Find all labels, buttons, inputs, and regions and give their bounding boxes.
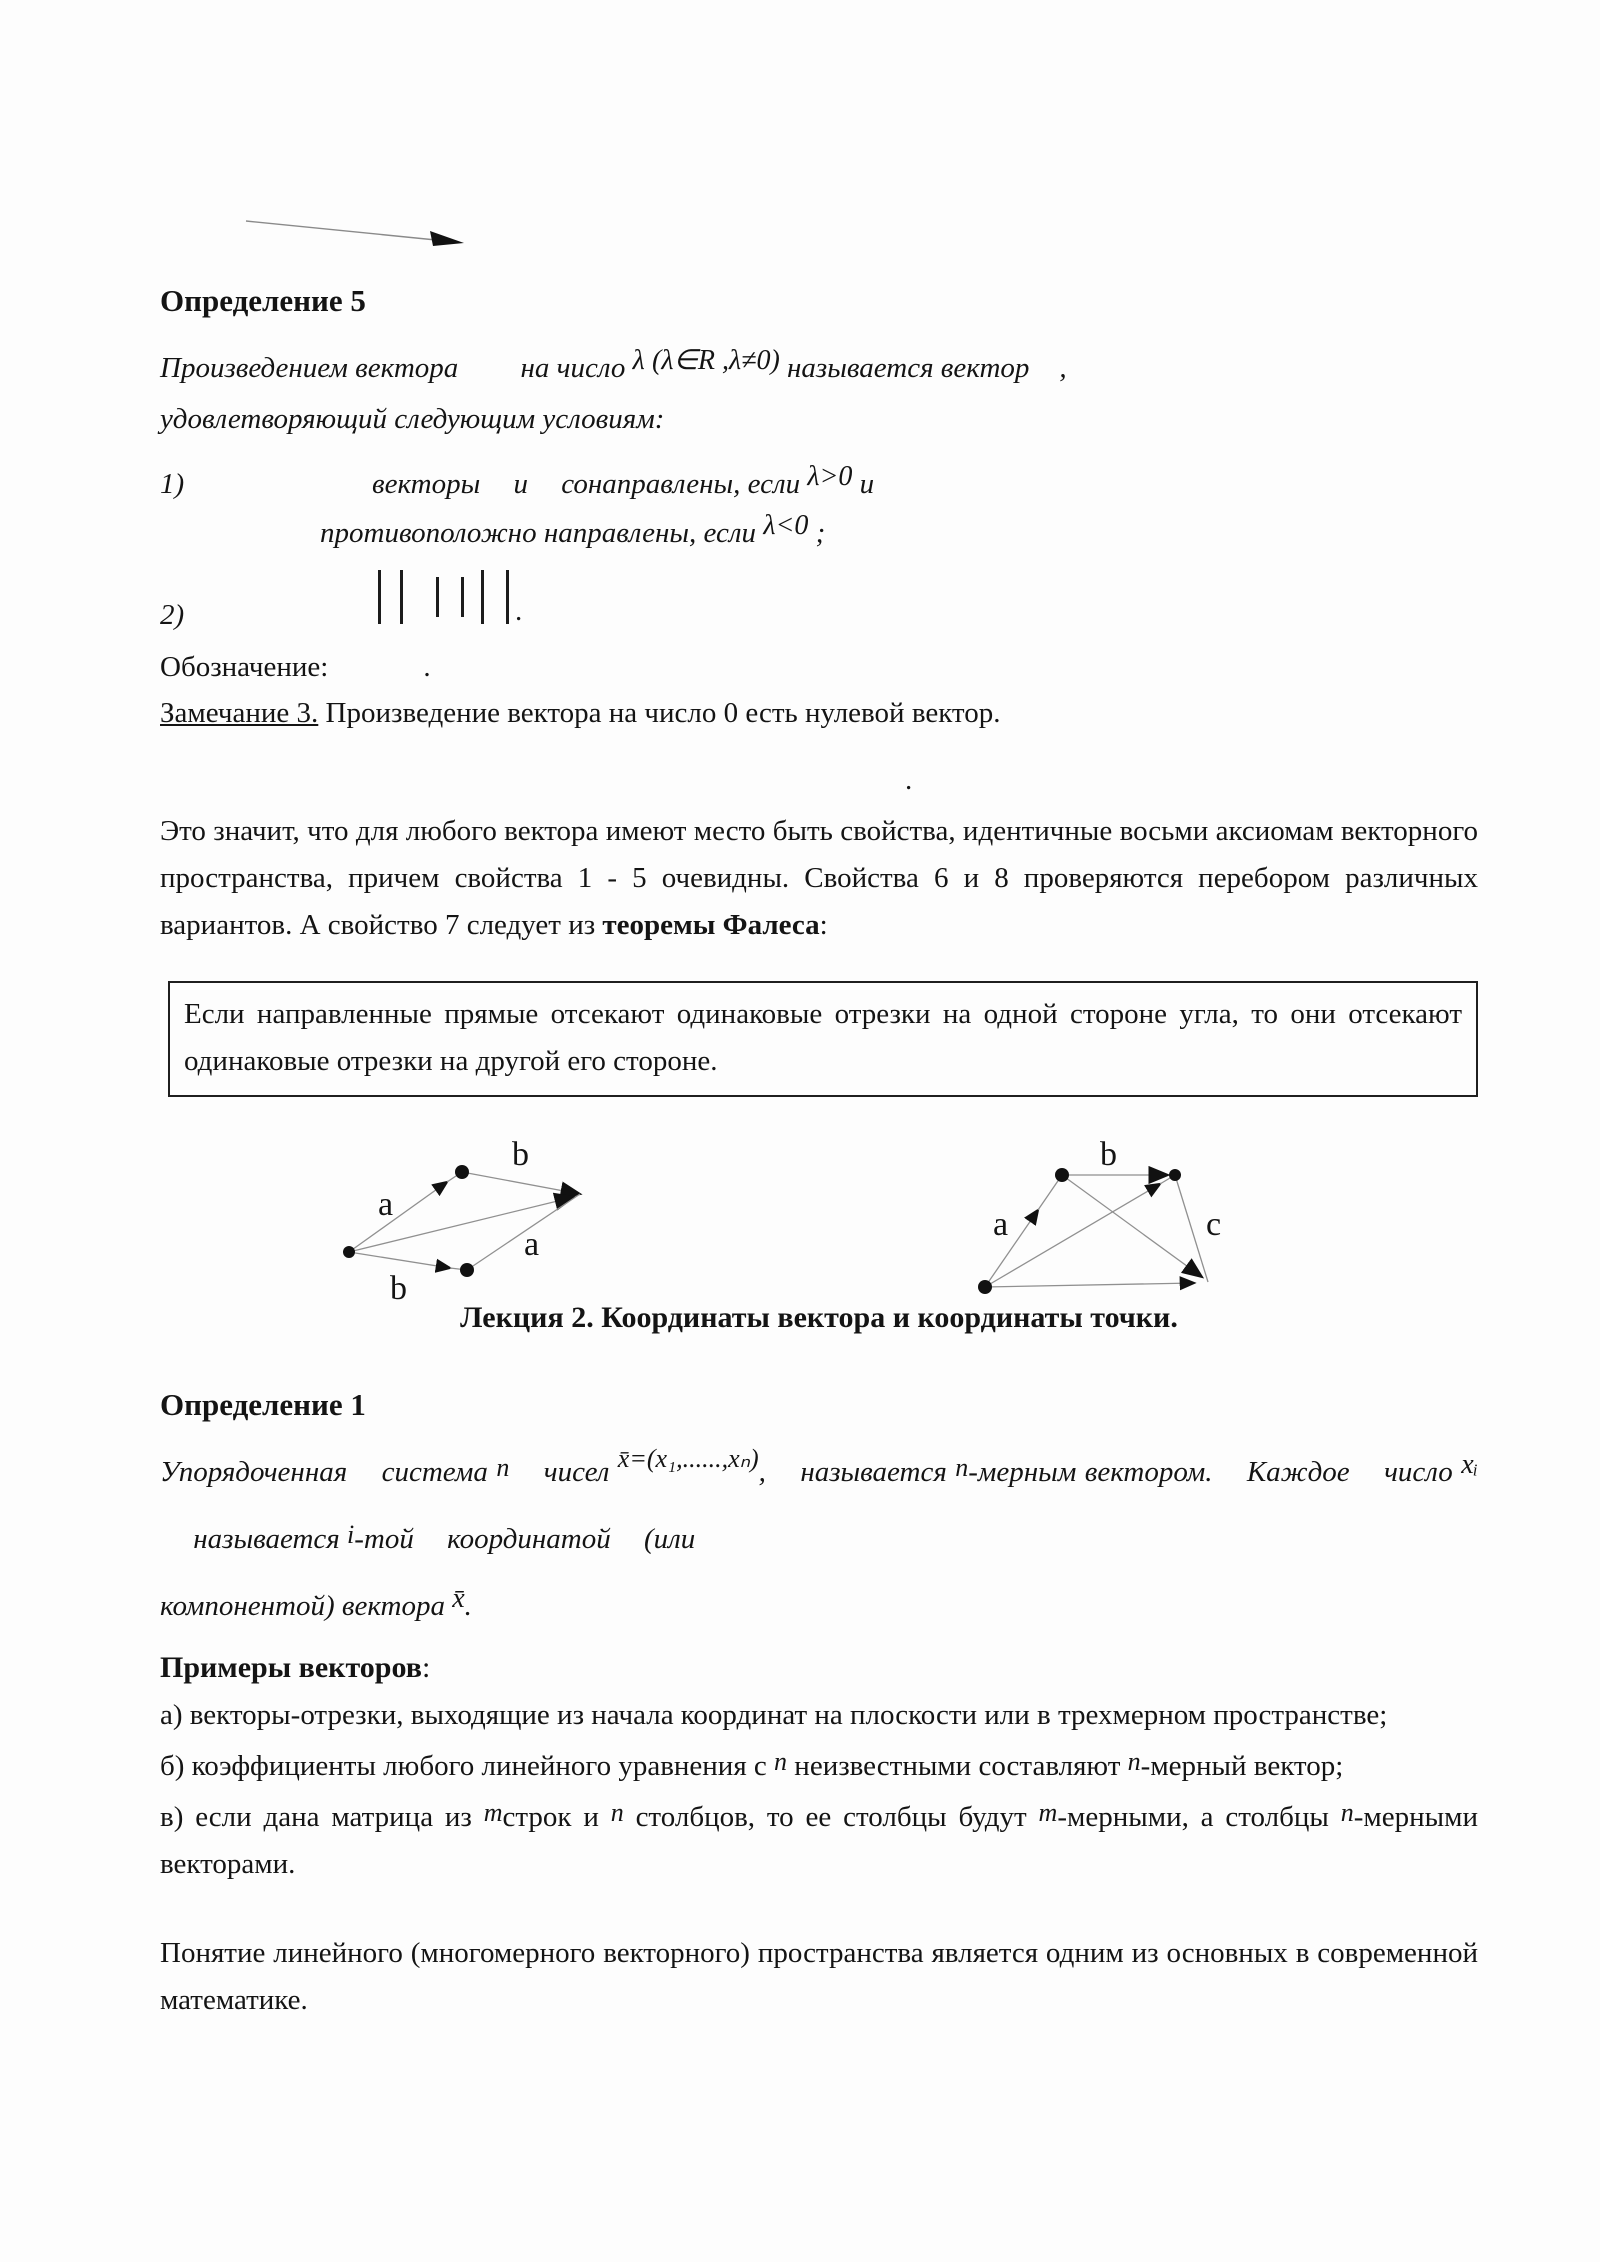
def5-text-2: на число xyxy=(520,352,626,384)
item1-word-opposite: противоположно направлены, если xyxy=(320,517,757,549)
abs-bar-icon xyxy=(436,577,439,617)
example-item-c xyxy=(160,1794,1478,1888)
lecture2-heading: Лекция 2. Координаты вектора и координаты точки. xyxy=(460,1301,1178,1334)
def1-text-7c: (или xyxy=(643,1523,696,1555)
absolute-value-bars xyxy=(378,566,522,628)
var-n: n xyxy=(774,1747,788,1776)
definition5-title: Определение 5 xyxy=(160,283,366,318)
properties-paragraph xyxy=(160,808,1478,949)
left-label-b-top: b xyxy=(512,1136,529,1173)
notation-label: Обозначение: xyxy=(160,651,329,683)
definition1-paragraph xyxy=(160,1439,1478,1640)
def1-text-7: -той xyxy=(354,1523,414,1555)
example-c-text-1: в) если дана матрица из xyxy=(160,1801,472,1833)
item1-semicolon: ; xyxy=(815,517,826,549)
item2-period: . xyxy=(515,595,523,627)
notation-period: . xyxy=(423,651,431,683)
var-n: n xyxy=(1340,1798,1354,1827)
var-xi: xᵢ xyxy=(1461,1449,1479,1480)
def1-text-1: Упорядоченная xyxy=(160,1456,348,1488)
example-a-text: а) векторы-отрезки, выходящие из начала координат на плоскости или в трехмерном пространстве; xyxy=(160,1699,1388,1731)
properties-text: Это значит, что для любого вектора имеют место быть свойства, идентичные восьми аксиомам векторного пространства, причем свойства 1 - 5 очевидны. Свойства 6 и 8 проверяются перебором различных вариантов. А свойство 7 следует из xyxy=(160,815,1478,941)
examples-colon: : xyxy=(421,1651,431,1684)
var-n: n xyxy=(1127,1747,1141,1776)
var-x-bar: x̄ xyxy=(452,1583,465,1614)
def1-text-6: называется xyxy=(193,1523,340,1555)
vector-arrow-icon xyxy=(240,212,480,254)
var-m: m xyxy=(1038,1798,1058,1827)
notation-line xyxy=(160,644,1478,690)
vector-components-formula: x̄=(x₁,......,xₙ) xyxy=(617,1444,759,1473)
condition-item-1 xyxy=(160,460,1478,558)
right-label-c: c xyxy=(1206,1206,1222,1243)
thales-theorem-box xyxy=(168,981,1478,1097)
diagram-left-dots xyxy=(343,1165,474,1277)
lambda-condition-formula: (λ∈R ,λ≠0) xyxy=(652,345,780,376)
stray-period: . xyxy=(905,764,913,796)
item1-line1 xyxy=(372,460,1478,509)
remark-line xyxy=(160,690,1478,736)
example-b-text-1: б) коэффициенты любого линейного уравнения с xyxy=(160,1750,767,1782)
def1-text-5: вектором. xyxy=(1084,1456,1213,1488)
vector-diagrams xyxy=(160,1127,1478,1307)
def5-comma: , xyxy=(1059,352,1067,384)
item1-and-2: и xyxy=(859,468,875,500)
def1-text-8: компонентой) вектора xyxy=(160,1590,445,1622)
stray-period-line xyxy=(160,764,1478,808)
item1-and: и xyxy=(513,468,528,500)
def1-text-7b: координатой xyxy=(447,1523,611,1555)
example-b-text-3: -мерный вектор; xyxy=(1140,1750,1344,1782)
abs-bar-icon xyxy=(400,570,403,624)
closing-paragraph xyxy=(160,1930,1478,2024)
right-label-a: a xyxy=(993,1206,1009,1243)
item1-line2 xyxy=(320,509,1478,558)
item1-word-vectors: векторы xyxy=(372,468,481,500)
def1-comma: , xyxy=(758,1456,766,1488)
abs-bar-icon xyxy=(378,570,381,624)
abs-bar-icon xyxy=(461,577,464,617)
thales-theorem-ref: теоремы Фалеса xyxy=(602,909,820,941)
lambda-lt-zero: λ<0 xyxy=(763,510,809,541)
abs-bar-icon xyxy=(481,570,484,624)
var-n: n xyxy=(955,1453,969,1482)
def1-text-3: называется xyxy=(800,1456,947,1488)
left-label-b-bottom: b xyxy=(390,1270,407,1307)
item1-word-codirected: сонаправлены, если xyxy=(561,468,801,500)
example-c-text-4: -мерными, а столбцы xyxy=(1057,1801,1329,1833)
example-c-text-2: строк и xyxy=(502,1801,599,1833)
definition5-paragraph xyxy=(160,343,1478,444)
abs-bar-icon xyxy=(506,570,509,624)
example-b-text-2: неизвестными составляют xyxy=(794,1750,1121,1782)
condition-item-2 xyxy=(160,566,1478,636)
example-c-text-5: -мерными векторами. xyxy=(160,1801,1479,1880)
var-i: i xyxy=(347,1520,355,1549)
def5-text-1: Произведением вектора xyxy=(160,352,459,384)
right-label-b: b xyxy=(1100,1136,1117,1173)
def1-period: . xyxy=(464,1590,472,1622)
properties-colon: : xyxy=(819,909,828,941)
def5-text-4: удовлетворяющий следующим условиям: xyxy=(160,403,665,435)
closing-text: Понятие линейного (многомерного векторного) пространства является одним из основных в современной математике. xyxy=(160,1937,1478,2016)
top-vector-arrow xyxy=(240,212,1478,259)
def1-text-5b: Каждое xyxy=(1246,1456,1350,1488)
left-label-a-top: a xyxy=(378,1186,394,1223)
example-c-text-3: столбцов, то ее столбцы будут xyxy=(635,1801,1027,1833)
thales-theorem-text: Если направленные прямые отсекают одинаковые отрезки на одной стороне угла, то они отсекают одинаковые отрезки на другой его стороне. xyxy=(184,998,1462,1077)
def1-text-2: чисел xyxy=(543,1456,610,1488)
lambda-gt-zero: λ>0 xyxy=(807,461,853,492)
def1-text-5c: число xyxy=(1384,1456,1453,1488)
var-m: m xyxy=(483,1798,503,1827)
diagram-right-triangle xyxy=(985,1175,1208,1287)
def5-text-3: называется вектор xyxy=(787,352,1030,384)
remark-text: Произведение вектора на число 0 есть нулевой вектор. xyxy=(325,697,1001,729)
lambda-symbol: λ xyxy=(632,345,645,376)
def1-text-4: -мерным xyxy=(968,1456,1077,1488)
definition1-title: Определение 1 xyxy=(160,1387,366,1422)
example-item-b xyxy=(160,1743,1478,1790)
left-label-a-right: a xyxy=(524,1226,540,1263)
var-n: n xyxy=(610,1798,624,1827)
examples-title-line xyxy=(160,1644,1478,1692)
var-n: n xyxy=(496,1453,510,1482)
item1-number: 1) xyxy=(160,468,185,500)
item2-number: 2) xyxy=(160,599,185,631)
example-item-a xyxy=(160,1692,1478,1739)
remark-label: Замечание 3. xyxy=(160,697,319,729)
examples-title: Примеры векторов xyxy=(160,1651,422,1684)
def1-text-1b: система xyxy=(381,1456,488,1488)
